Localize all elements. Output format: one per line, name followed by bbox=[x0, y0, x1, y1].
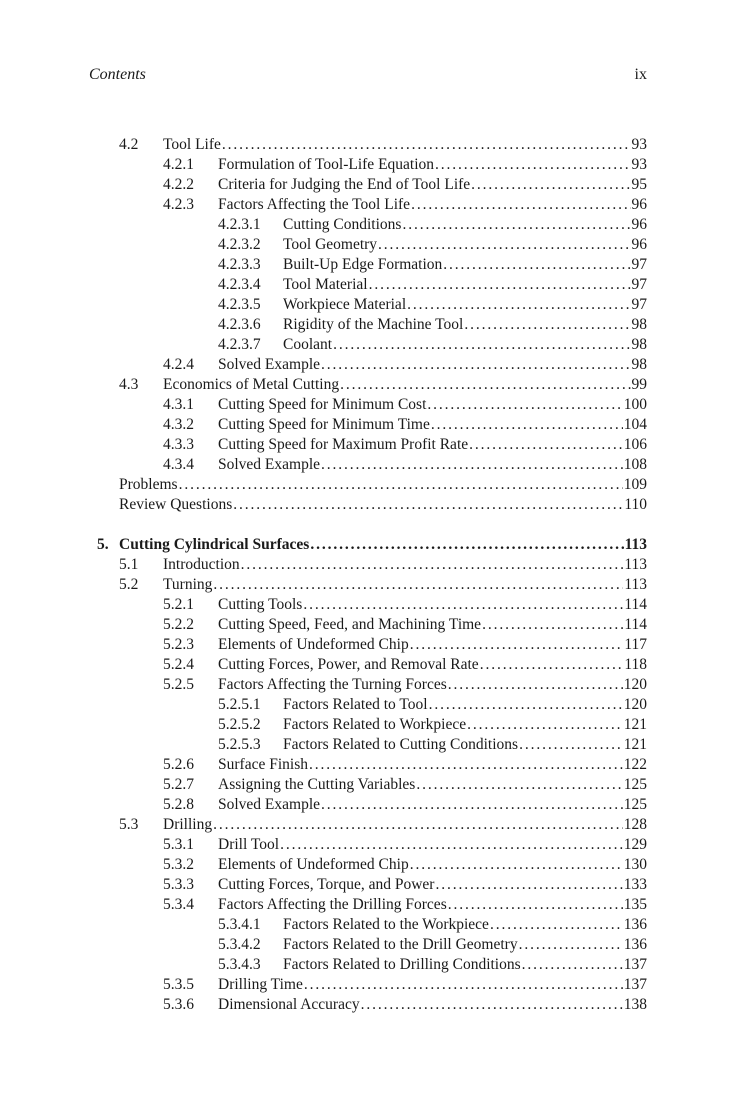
dot-leader bbox=[448, 675, 623, 695]
toc-entry-page: 122 bbox=[623, 756, 647, 773]
toc-entry bbox=[163, 795, 647, 815]
toc-entry-title: Problems bbox=[119, 476, 178, 493]
toc-entry-title: Factors Related to Cutting Conditions bbox=[283, 736, 519, 753]
toc-entry-title: Cutting Cylindrical Surfaces bbox=[119, 536, 310, 553]
toc-entry-number: 5.2.5.3 bbox=[218, 736, 261, 753]
toc-entry-number: 4.3.2 bbox=[163, 416, 194, 433]
dot-leader bbox=[490, 915, 623, 935]
toc-entry-number: 4.2 bbox=[119, 136, 139, 153]
dot-leader bbox=[471, 175, 630, 195]
toc-entry-page: 136 bbox=[623, 936, 647, 953]
dot-leader bbox=[522, 955, 623, 975]
toc-entry-title: Solved Example bbox=[218, 456, 321, 473]
toc-entry-number: 5.2.5.2 bbox=[218, 716, 261, 733]
toc-entry-page: 104 bbox=[623, 416, 647, 433]
toc-entry-page: 120 bbox=[623, 676, 647, 693]
toc-entry-title: Factors Affecting the Tool Life bbox=[218, 196, 411, 213]
toc-entry bbox=[163, 435, 647, 455]
toc-entry bbox=[218, 215, 647, 235]
toc-entry-title: Factors Related to the Drill Geometry bbox=[283, 936, 518, 953]
toc-entry-title: Solved Example bbox=[218, 356, 321, 373]
dot-leader bbox=[179, 475, 623, 495]
toc-entry-number: 4.2.3.5 bbox=[218, 296, 261, 313]
toc-entry-page: 110 bbox=[624, 496, 647, 513]
toc-entry bbox=[163, 635, 647, 655]
toc-entry-number: 5.2.8 bbox=[163, 796, 194, 813]
toc-entry-page: 121 bbox=[623, 716, 647, 733]
dot-leader bbox=[213, 575, 623, 595]
toc-entry-number: 5.2.5 bbox=[163, 676, 194, 693]
toc-entry-title: Factors Affecting the Turning Forces bbox=[218, 676, 447, 693]
toc-entry-title: Formulation of Tool-Life Equation bbox=[218, 156, 435, 173]
dot-leader bbox=[464, 315, 630, 335]
toc-entry-number: 5.2.2 bbox=[163, 616, 194, 633]
toc-entry bbox=[163, 995, 647, 1015]
toc-entry-page: 135 bbox=[623, 896, 647, 913]
toc-entry-page: 109 bbox=[623, 476, 647, 493]
toc-entry-number: 4.2.3.6 bbox=[218, 316, 261, 333]
toc-entry bbox=[163, 355, 647, 375]
toc-entry-number: 4.2.3.7 bbox=[218, 336, 261, 353]
dot-leader bbox=[519, 735, 623, 755]
toc-entry-page: 114 bbox=[624, 596, 647, 613]
toc-entry-page: 121 bbox=[623, 736, 647, 753]
toc-entry bbox=[163, 675, 647, 695]
toc-entry-title: Dimensional Accuracy bbox=[218, 996, 360, 1013]
toc-entry bbox=[218, 235, 647, 255]
toc-entry-page: 125 bbox=[623, 776, 647, 793]
toc-entry-page: 136 bbox=[623, 916, 647, 933]
dot-leader bbox=[435, 875, 622, 895]
dot-leader bbox=[469, 435, 623, 455]
toc-entry-number: 5.2.6 bbox=[163, 756, 194, 773]
toc-entry-number: 5.3.5 bbox=[163, 976, 194, 993]
dot-leader bbox=[309, 755, 623, 775]
toc-entry-title: Drilling bbox=[163, 816, 213, 833]
dot-leader bbox=[480, 655, 624, 675]
toc-entry-title: Review Questions bbox=[119, 496, 233, 513]
dot-leader bbox=[369, 275, 631, 295]
toc-entry bbox=[119, 375, 647, 395]
toc-entry-title: Cutting Conditions bbox=[283, 216, 402, 233]
toc-entry-page: 106 bbox=[623, 436, 647, 453]
dot-leader bbox=[222, 135, 631, 155]
toc-entry-title: Elements of Undeformed Chip bbox=[218, 856, 409, 873]
dot-leader bbox=[443, 255, 630, 275]
dot-leader bbox=[427, 395, 622, 415]
toc-entry bbox=[119, 475, 647, 495]
dot-leader bbox=[241, 555, 624, 575]
toc-entry-number: 4.2.2 bbox=[163, 176, 194, 193]
dot-leader bbox=[448, 895, 623, 915]
toc-entry-number: 5.3.3 bbox=[163, 876, 194, 893]
dot-leader bbox=[280, 835, 623, 855]
toc-entry-title: Tool Material bbox=[283, 276, 368, 293]
toc-entry bbox=[163, 655, 647, 675]
toc-entry-number: 4.2.3.2 bbox=[218, 236, 261, 253]
dot-leader bbox=[333, 335, 630, 355]
toc-entry-page: 128 bbox=[623, 816, 647, 833]
toc-entry-number: 4.3 bbox=[119, 376, 139, 393]
toc-entry-title: Introduction bbox=[163, 556, 240, 573]
toc-entry-title: Cutting Speed for Minimum Cost bbox=[218, 396, 427, 413]
toc-entry-title: Factors Related to the Workpiece bbox=[283, 916, 489, 933]
dot-leader bbox=[411, 195, 630, 215]
dot-leader bbox=[431, 415, 623, 435]
dot-leader bbox=[435, 155, 630, 175]
toc-entry-number: 5.3.4.1 bbox=[218, 916, 261, 933]
toc-entry bbox=[218, 335, 647, 355]
toc-entry-page: 137 bbox=[623, 976, 647, 993]
toc-entry-title: Cutting Forces, Power, and Removal Rate bbox=[218, 656, 479, 673]
toc-entry bbox=[163, 175, 647, 195]
toc-entry bbox=[218, 295, 647, 315]
toc-entry bbox=[163, 595, 647, 615]
dot-leader bbox=[407, 295, 630, 315]
toc-entry-title: Criteria for Judging the End of Tool Life bbox=[218, 176, 471, 193]
toc-entry bbox=[218, 715, 647, 735]
toc-entry bbox=[163, 455, 647, 475]
toc-entry-title: Solved Example bbox=[218, 796, 321, 813]
toc-entry-number: 4.3.3 bbox=[163, 436, 194, 453]
dot-leader bbox=[429, 695, 623, 715]
toc-entry-number: 5.3.2 bbox=[163, 856, 194, 873]
toc-entry-title: Rigidity of the Machine Tool bbox=[283, 316, 464, 333]
toc-entry-title: Elements of Undeformed Chip bbox=[218, 636, 409, 653]
toc-entry-title: Factors Related to Workpiece bbox=[283, 716, 467, 733]
toc-entry-page: 98 bbox=[631, 316, 647, 333]
dot-leader bbox=[233, 495, 623, 515]
dot-leader bbox=[321, 455, 623, 475]
toc-entry bbox=[119, 495, 647, 515]
toc-entry-title: Drill Tool bbox=[218, 836, 280, 853]
toc-entry bbox=[163, 775, 647, 795]
running-head-title: Contents bbox=[89, 66, 146, 83]
toc-entry bbox=[97, 535, 647, 555]
toc-entry bbox=[163, 415, 647, 435]
toc-entry-page: 100 bbox=[623, 396, 647, 413]
toc-entry-number: 5. bbox=[97, 536, 109, 553]
toc-entry-page: 114 bbox=[624, 616, 647, 633]
toc-entry-title: Factors Related to Tool bbox=[283, 696, 428, 713]
toc-entry-number: 5.3.4.3 bbox=[218, 956, 261, 973]
toc-entry-page: 113 bbox=[624, 576, 647, 593]
toc-entry-page: 108 bbox=[623, 456, 647, 473]
toc-entry-title: Cutting Speed for Minimum Time bbox=[218, 416, 430, 433]
toc-entry-title: Cutting Forces, Torque, and Power bbox=[218, 876, 435, 893]
toc-entry-page: 96 bbox=[631, 196, 647, 213]
dot-leader bbox=[410, 855, 623, 875]
dot-leader bbox=[213, 815, 623, 835]
toc-entry-page: 117 bbox=[624, 636, 647, 653]
toc-entry bbox=[163, 975, 647, 995]
dot-leader bbox=[340, 375, 630, 395]
toc-entry-title: Tool Life bbox=[163, 136, 221, 153]
toc-entry bbox=[119, 575, 647, 595]
toc-entry bbox=[163, 875, 647, 895]
toc-entry-number: 5.3.6 bbox=[163, 996, 194, 1013]
toc-entry-title: Built-Up Edge Formation bbox=[283, 256, 443, 273]
toc-entry bbox=[163, 895, 647, 915]
toc-entry bbox=[163, 755, 647, 775]
dot-leader bbox=[519, 935, 623, 955]
toc-entry bbox=[218, 275, 647, 295]
toc-entry-page: 96 bbox=[631, 236, 647, 253]
toc-entry bbox=[218, 255, 647, 275]
toc-entry-title: Tool Geometry bbox=[283, 236, 378, 253]
dot-leader bbox=[310, 535, 623, 555]
toc-entry-page: 129 bbox=[623, 836, 647, 853]
dot-leader bbox=[321, 355, 630, 375]
toc-entry bbox=[163, 615, 647, 635]
toc-entry-number: 5.2.5.1 bbox=[218, 696, 261, 713]
dot-leader bbox=[304, 975, 623, 995]
toc-entry-title: Cutting Tools bbox=[218, 596, 303, 613]
dot-leader bbox=[361, 995, 623, 1015]
toc-entry bbox=[119, 815, 647, 835]
toc-entry-number: 4.2.3.3 bbox=[218, 256, 261, 273]
toc-entry-page: 97 bbox=[631, 256, 647, 273]
dot-leader bbox=[467, 715, 623, 735]
toc-entry-page: 95 bbox=[631, 176, 647, 193]
toc-entry-page: 98 bbox=[631, 336, 647, 353]
toc-entry bbox=[163, 855, 647, 875]
toc-entry-page: 113 bbox=[624, 556, 647, 573]
dot-leader bbox=[402, 215, 630, 235]
toc-entry-title: Economics of Metal Cutting bbox=[163, 376, 340, 393]
toc-entry-title: Surface Finish bbox=[218, 756, 308, 773]
toc-entry-title: Factors Affecting the Drilling Forces bbox=[218, 896, 447, 913]
toc-entry-number: 4.3.1 bbox=[163, 396, 194, 413]
toc-entry-number: 5.2.7 bbox=[163, 776, 194, 793]
toc-entry bbox=[218, 955, 647, 975]
toc-entry-page: 96 bbox=[631, 216, 647, 233]
dot-leader bbox=[321, 795, 623, 815]
toc-entry-page: 93 bbox=[631, 156, 647, 173]
toc-entry-number: 4.2.3 bbox=[163, 196, 194, 213]
toc-entry-title: Factors Related to Drilling Conditions bbox=[283, 956, 521, 973]
toc-entry-number: 4.2.3.1 bbox=[218, 216, 261, 233]
toc-entry-number: 5.3.1 bbox=[163, 836, 194, 853]
toc-entry bbox=[218, 935, 647, 955]
toc-entry-number: 4.2.3.4 bbox=[218, 276, 261, 293]
toc-entry-number: 5.2.4 bbox=[163, 656, 194, 673]
toc-entry-title: Cutting Speed for Maximum Profit Rate bbox=[218, 436, 469, 453]
toc-entry-title: Turning bbox=[163, 576, 213, 593]
toc-entry-page: 97 bbox=[631, 276, 647, 293]
toc-entry-number: 4.3.4 bbox=[163, 456, 194, 473]
toc-entry-number: 5.2 bbox=[119, 576, 139, 593]
toc-entry bbox=[218, 735, 647, 755]
toc-entry-page: 113 bbox=[624, 536, 647, 553]
dot-leader bbox=[482, 615, 623, 635]
dot-leader bbox=[303, 595, 623, 615]
toc-entry bbox=[119, 135, 647, 155]
toc-entry-page: 99 bbox=[631, 376, 647, 393]
toc-entry-number: 5.3.4.2 bbox=[218, 936, 261, 953]
toc-entry-page: 137 bbox=[623, 956, 647, 973]
toc-entry-number: 4.2.1 bbox=[163, 156, 194, 173]
running-head bbox=[89, 66, 647, 84]
toc-entry-page: 138 bbox=[623, 996, 647, 1013]
toc-entry bbox=[163, 835, 647, 855]
toc-entry-number: 5.3 bbox=[119, 816, 139, 833]
running-head-page-number: ix bbox=[634, 66, 647, 83]
toc-entry bbox=[163, 155, 647, 175]
toc-entry bbox=[218, 315, 647, 335]
toc-entry-page: 120 bbox=[623, 696, 647, 713]
toc-entry-page: 118 bbox=[624, 656, 647, 673]
toc-entry-title: Drilling Time bbox=[218, 976, 303, 993]
toc-entry-page: 130 bbox=[623, 856, 647, 873]
dot-leader bbox=[378, 235, 630, 255]
toc-entry-page: 93 bbox=[631, 136, 647, 153]
toc-entry-title: Cutting Speed, Feed, and Machining Time bbox=[218, 616, 482, 633]
toc-entry bbox=[218, 695, 647, 715]
toc-entry-title: Assigning the Cutting Variables bbox=[218, 776, 416, 793]
toc-entry-number: 5.1 bbox=[119, 556, 139, 573]
toc-entry bbox=[163, 195, 647, 215]
toc-entry-number: 5.2.1 bbox=[163, 596, 194, 613]
toc-entry-title: Coolant bbox=[283, 336, 333, 353]
toc-entry bbox=[218, 915, 647, 935]
toc-entry-page: 125 bbox=[623, 796, 647, 813]
toc-entry-page: 98 bbox=[631, 356, 647, 373]
toc-entry-title: Workpiece Material bbox=[283, 296, 407, 313]
toc-entry-page: 133 bbox=[623, 876, 647, 893]
toc-entry-number: 5.2.3 bbox=[163, 636, 194, 653]
toc-entry bbox=[163, 395, 647, 415]
toc-entry bbox=[119, 555, 647, 575]
toc-entry-page: 97 bbox=[631, 296, 647, 313]
toc-entry-number: 4.2.4 bbox=[163, 356, 194, 373]
dot-leader bbox=[410, 635, 624, 655]
dot-leader bbox=[416, 775, 622, 795]
toc-entry-number: 5.3.4 bbox=[163, 896, 194, 913]
